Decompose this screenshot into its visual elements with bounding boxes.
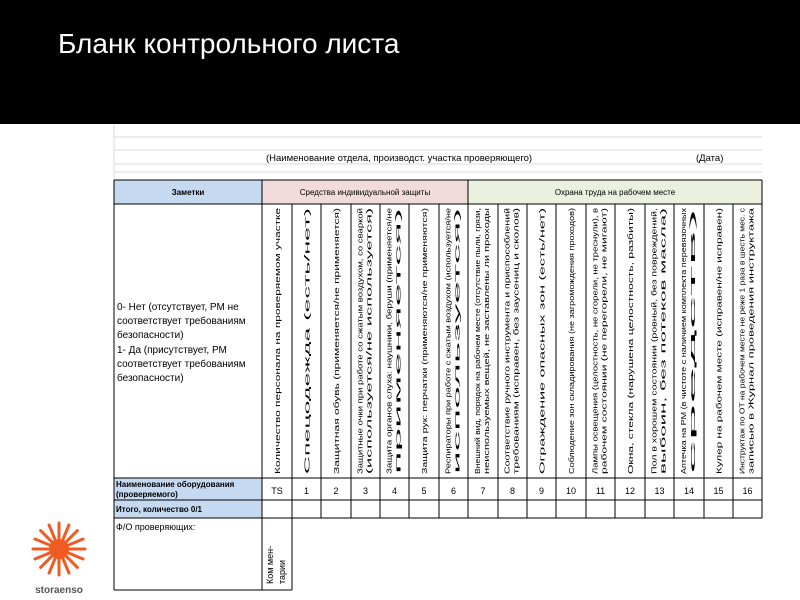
column-number-0: TS <box>271 486 283 496</box>
column-header-4-line-2: применяется) <box>395 429 403 474</box>
column-number-15: 15 <box>713 486 724 496</box>
sun-ray <box>41 556 52 567</box>
column-header-14-line-1: Аптечка на РМ (в чистоте с наличием комплекта перевязочных <box>681 268 688 474</box>
sun-ray <box>35 553 50 559</box>
column-header-8-line-2: требованиям (исправен, без заусениц и сколов) <box>513 317 521 474</box>
department-label: (Наименование отдела, производст. участка проверяющего) <box>266 153 533 164</box>
ppe-header: Средства индивидуальной защиты <box>299 188 431 197</box>
legend-yes-line2: соответствует требованиям <box>117 359 246 370</box>
legend <box>117 302 246 384</box>
equipment-label-line1: Наименование оборудования <box>116 480 235 489</box>
sun-ray <box>68 539 83 545</box>
stora-enso-sun-icon <box>33 523 85 575</box>
column-number-3: 3 <box>362 486 369 496</box>
equipment-label-line2: (проверяемого) <box>116 490 178 499</box>
column-header-3-line-1: Защитные очки при работе со сжатым воздухом, со сваркой <box>357 278 365 474</box>
safety-header: Охрана труда на рабочем месте <box>554 188 676 197</box>
sun-ray <box>66 556 77 567</box>
column-headers <box>275 207 756 474</box>
column-number-5: 5 <box>421 486 427 496</box>
column-header-16-line-1: Инструктаж по ОТ на рабочем месте не реже 1 раза в шесть мес. с <box>739 254 747 474</box>
legend-no-line3: безопасности) <box>117 330 184 341</box>
column-header-10-line-1: Соблюдение зон складирования (не загромождения проходов) <box>569 269 576 474</box>
column-header-13-line-1: Пол в хорошем состоянии (ровный, без повреждений, <box>651 297 659 474</box>
column-number-12: 12 <box>624 486 636 496</box>
column-header-6-line-2: используется) <box>454 428 462 474</box>
column-header-8-line-1: Соответствие ручного инструмента и приспособлений <box>504 297 512 474</box>
column-number-14: 14 <box>683 486 695 496</box>
column-number-8: 8 <box>509 486 516 496</box>
column-number-7: 7 <box>480 486 486 496</box>
column-header-3-line-2: (используется/не используется) <box>366 371 374 474</box>
column-header-2-line-1: Защитная обувь (применяется/не применяется) <box>334 318 341 474</box>
notes-header: Заметки <box>171 188 205 197</box>
sun-ray <box>66 531 77 542</box>
legend-no-line1: 0- Нет (отсутствует, РМ не <box>117 302 239 313</box>
date-label: (Дата) <box>696 153 724 164</box>
column-header-13-line-2: выбоин, без потеков масла) <box>660 383 668 474</box>
column-header-7-line-2: неиспользуемых вещей, не заставлены ли проходы <box>484 305 491 474</box>
column-header-9-line-1: Ограждение опасных зон (есть/нет) <box>539 358 547 474</box>
column-number-13: 13 <box>654 486 665 496</box>
sun-ray <box>35 539 50 545</box>
column-number-4: 4 <box>391 486 398 496</box>
comments-label-line2: тарии <box>277 559 287 584</box>
column-number-2: 2 <box>333 486 339 496</box>
legend-yes-line1: 1- Да (присутствует, РМ <box>117 345 227 356</box>
column-number-10: 10 <box>565 486 577 496</box>
column-header-5-line-1: Защита рук: перчатки (применяются/не применяются) <box>422 298 429 474</box>
column-header-1-line-1: Спецодежда (есть/нет) <box>304 399 312 474</box>
legend-no-line2: соответствует требованиям <box>117 316 246 327</box>
column-header-15-line-1: Кулер на рабочем месте (исправен/не исправен) <box>716 314 724 474</box>
column-header-0-line-1: Количество персонала на проверяемом участке <box>275 317 282 474</box>
column-header-6-line-1: Респираторы при работе с сжатым воздухом (используется/не <box>445 271 453 474</box>
column-number-6: 6 <box>450 486 457 496</box>
column-header-7-line-1: Внешний вид, порядок на рабочем месте (отсутствие пыли, грязи, <box>475 258 482 474</box>
sun-ray <box>63 558 69 573</box>
inspectors-label: Ф/О проверяющих: <box>116 522 196 532</box>
logo-text: storaenso <box>35 585 83 596</box>
column-number-11: 11 <box>595 486 606 496</box>
column-header-11-line-1: Лампы освещения (целостность, не сгорели, не треснули), в <box>592 276 600 474</box>
slide-title: Бланк контрольного листа <box>58 28 400 59</box>
number-row <box>271 486 752 496</box>
sun-ray <box>68 553 83 559</box>
column-number-1: 1 <box>303 486 310 496</box>
legend-yes-line3: безопасности) <box>117 373 184 384</box>
column-number-9: 9 <box>538 486 545 496</box>
comments-label-line1: Ком мен- <box>265 545 275 584</box>
column-header-12-line-1: Окна, стекла (нарушена целостность, разбиты) <box>628 319 635 474</box>
column-number-16: 16 <box>742 486 753 496</box>
sun-ray <box>63 525 69 540</box>
column-header-11-line-2: рабочем состоянии (не перегорели, не мигают) <box>601 320 609 474</box>
stora-enso-logo <box>30 520 88 598</box>
total-label: Итого, количество 0/1 <box>116 505 202 514</box>
column-header-4-line-1: Защита органов слуха: наушники, беруши (применяется/не <box>386 281 394 474</box>
column-header-16-line-2: записью в Журнал проведения инструктажа <box>748 330 756 474</box>
column-header-14-line-2: средств) <box>690 446 697 474</box>
sun-ray <box>49 558 55 573</box>
sun-ray <box>49 525 55 540</box>
sun-ray <box>41 531 52 542</box>
sun-core <box>49 539 69 559</box>
